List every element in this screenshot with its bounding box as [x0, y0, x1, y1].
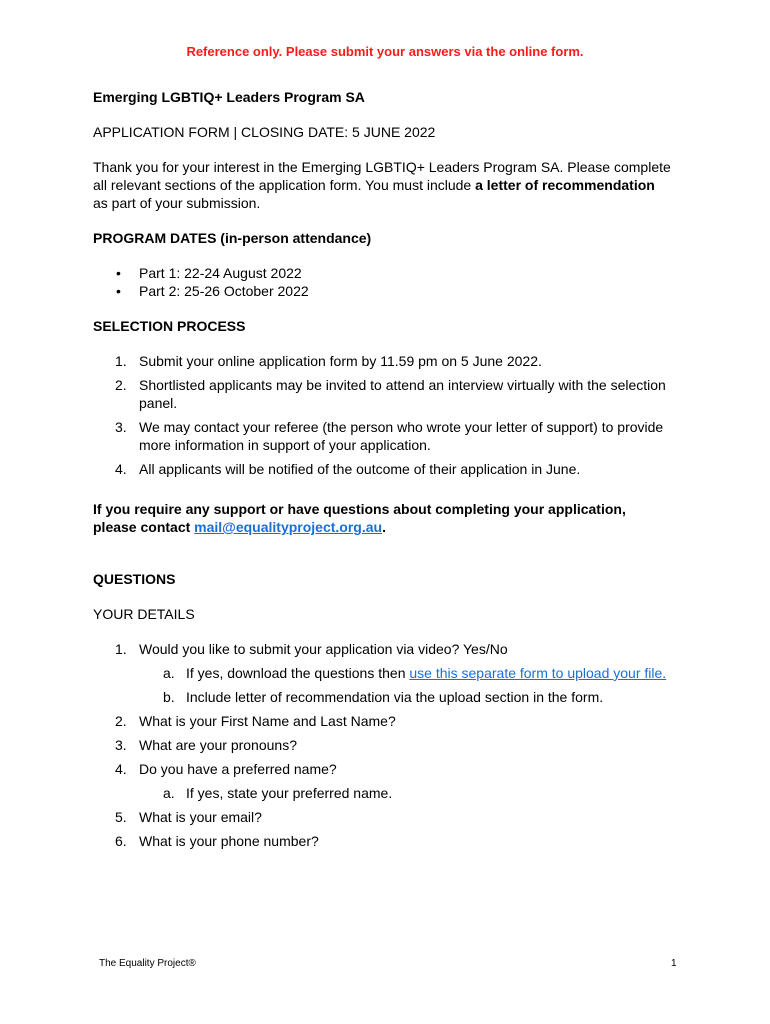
list-item: • Part 1: 22-24 August 2022 — [93, 264, 673, 282]
list-item — [93, 760, 673, 802]
item-text: All applicants will be notified of the outcome of their application in June. — [139, 461, 581, 477]
sub-list — [139, 784, 673, 802]
list-item — [93, 418, 673, 454]
support-paragraph — [93, 500, 673, 536]
questions-list — [93, 640, 673, 850]
reference-notice: Reference only. Please submit your answers via the online form. — [186, 44, 584, 59]
item-number: 3. — [115, 737, 127, 753]
list-item — [139, 688, 673, 706]
item-number: 6. — [115, 833, 127, 849]
sub-list — [139, 664, 673, 706]
program-dates-list — [93, 264, 673, 300]
list-item — [93, 460, 673, 478]
item-text: If yes, state your preferred name. — [186, 785, 393, 801]
your-details-subheading: YOUR DETAILS — [93, 606, 195, 622]
document-body — [93, 88, 673, 856]
item-number: 2. — [115, 377, 127, 393]
item-number: 4. — [115, 761, 127, 777]
item-letter: b. — [163, 689, 175, 705]
item-number: 3. — [115, 419, 127, 435]
questions-heading: QUESTIONS — [93, 571, 176, 587]
item-number: 5. — [115, 809, 127, 825]
item-number: 1. — [115, 641, 127, 657]
item-text: What are your pronouns? — [139, 737, 297, 753]
item-text: We may contact your referee (the person who wrote your letter of support) to provide more information in support of your application. — [139, 419, 664, 453]
list-item — [139, 664, 673, 682]
form-header: APPLICATION FORM | CLOSING DATE: 5 JUNE 2022 — [93, 124, 436, 140]
item-text: Include letter of recommendation via the upload section in the form. — [186, 689, 604, 705]
list-item — [93, 832, 673, 850]
list-item — [93, 808, 673, 826]
footer-organization: The Equality Project® — [99, 958, 196, 969]
list-item — [93, 640, 673, 706]
item-text: Submit your online application form by 11.59 pm on 5 June 2022. — [139, 353, 542, 369]
item-number: 2. — [115, 713, 127, 729]
item-number: 4. — [115, 461, 127, 477]
intro-text-end: as part of your submission. — [93, 195, 261, 211]
item-text: Shortlisted applicants may be invited to attend an interview virtually with the selection panel. — [139, 377, 666, 411]
item-text: If yes, download the questions then — [186, 665, 410, 681]
list-item — [93, 736, 673, 754]
program-title: Emerging LGBTIQ+ Leaders Program SA — [93, 89, 365, 105]
page-number: 1 — [671, 958, 677, 969]
selection-process-heading: SELECTION PROCESS — [93, 318, 246, 334]
support-text-end: . — [382, 519, 386, 535]
item-text: What is your email? — [139, 809, 262, 825]
support-text: If you require any support or have questions about completing your application, please contact — [93, 501, 626, 535]
program-dates-heading: PROGRAM DATES (in-person attendance) — [93, 230, 372, 246]
upload-form-link[interactable]: use this separate form to upload your file. — [409, 665, 667, 681]
support-email-link[interactable]: mail@equalityproject.org.au — [194, 519, 383, 535]
item-text: Would you like to submit your application via video? Yes/No — [139, 641, 508, 657]
selection-process-list — [93, 352, 673, 478]
item-text: Do you have a preferred name? — [139, 761, 337, 777]
list-item: • Part 2: 25-26 October 2022 — [93, 282, 673, 300]
item-text: What is your First Name and Last Name? — [139, 713, 396, 729]
item-text: What is your phone number? — [139, 833, 319, 849]
intro-paragraph — [93, 158, 673, 212]
list-item — [139, 784, 673, 802]
list-item — [93, 712, 673, 730]
list-item — [93, 376, 673, 412]
item-number: 1. — [115, 353, 127, 369]
intro-bold-text: a letter of recommendation — [475, 177, 655, 193]
list-item — [93, 352, 673, 370]
intro-text: Thank you for your interest in the Emerging LGBTIQ+ Leaders Program SA. Please complete all relevant sections of the application form. You must include — [93, 159, 671, 193]
item-letter: a. — [163, 785, 175, 801]
item-letter: a. — [163, 665, 175, 681]
